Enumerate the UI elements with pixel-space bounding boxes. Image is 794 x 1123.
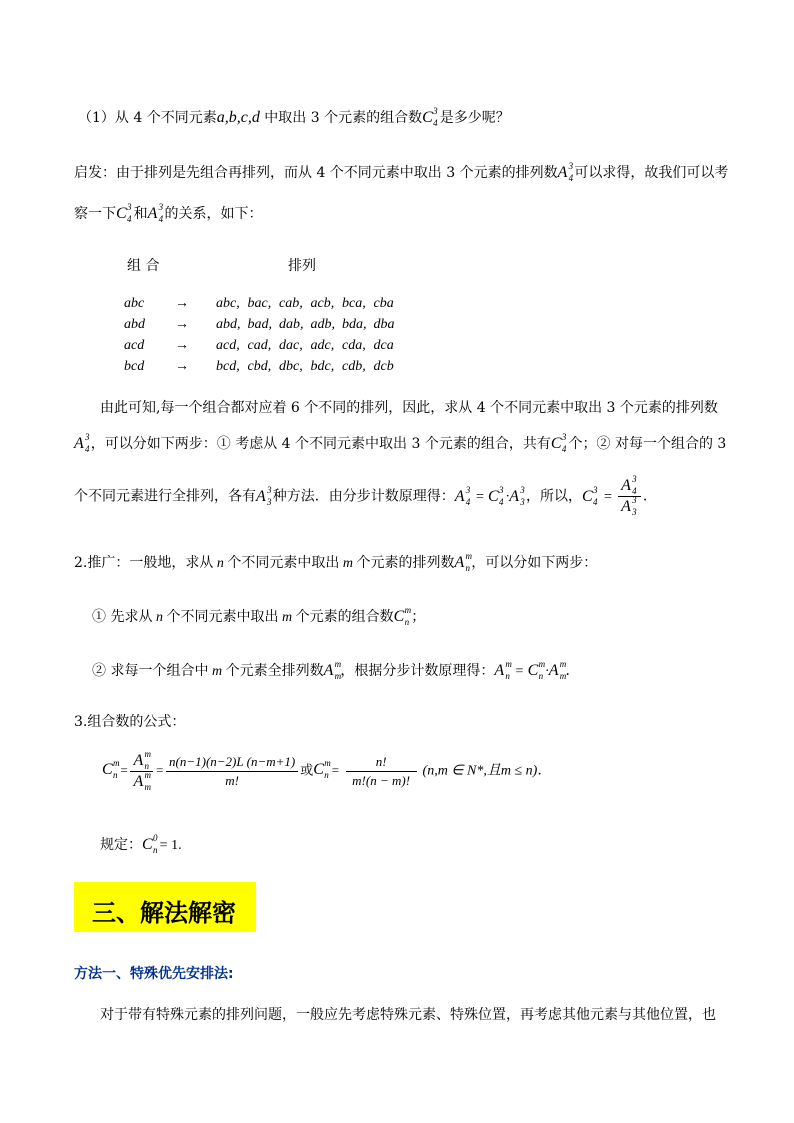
hint-line-1: 启发：由于排列是先组合再排列，而从 4 个不同元素中取出 3 个元素的排列数A 3 4 可以求得，故我们可以考 [74, 161, 729, 183]
question-1: （1）从 4 个不同元素a,b,c,d 中取出 3 个元素的组合数C 3 4 是多少呢？ [78, 106, 510, 128]
formula-title: 3.组合数的公式： [74, 714, 186, 730]
amm-symbol: A m m [323, 659, 342, 681]
table-row: bcd → bcd, cbd, dbc, bdc, cdb, dcb [124, 356, 402, 377]
equals-sign: = [155, 762, 165, 778]
c43-symbol: C 3 4 [581, 484, 598, 507]
a33-symbol: A 3 3 [509, 484, 525, 507]
cmn-symbol: C m n [527, 659, 546, 681]
amn-symbol: A m n [454, 551, 472, 573]
equals-sign: = [471, 489, 489, 505]
c43-symbol: C 3 4 [116, 202, 132, 224]
section-heading: 三、解法解密 [92, 899, 236, 927]
arrow-icon: → [175, 295, 189, 311]
amm-symbol: A m m [133, 770, 151, 792]
para-line-1: 由此可知,每一个组合都对应着 6 个不同的排列，因此，求从 4 个不同元素中取出 3 个元素的排列数 [100, 400, 718, 416]
permutation-table [124, 293, 402, 377]
c43-symbol: C 3 4 [488, 484, 504, 507]
var-m: m [278, 610, 296, 625]
formula-rule: 规定：C 0 n = 1. [100, 833, 182, 855]
fraction-amn-over-amm [130, 749, 153, 792]
var-n: n [213, 556, 228, 571]
fraction-n-factorial: $\frac{n!}{m!(n - m)!}$ [346, 754, 417, 789]
cmn-symbol: C m n [393, 605, 412, 627]
table-row: abc → abc, bac, cab, acb, bca, cba [124, 293, 402, 314]
general-step-1: ① 先求从 n 个不同元素中取出 m 个元素的组合数C m n ； [92, 605, 426, 627]
a33-symbol: A 3 3 [621, 495, 637, 517]
arrow-icon: → [175, 316, 189, 332]
cmn-symbol: C m n [313, 758, 331, 781]
table-row: acd → acd, cad, dac, adc, cda, dca [124, 335, 402, 356]
col-combo-header: 组 合 [127, 258, 160, 274]
method-1-title: 方法一、特殊优先安排法: [74, 966, 234, 982]
a43-symbol: A 3 4 [147, 202, 164, 224]
dot-operator: · [505, 489, 510, 505]
cmn-symbol: C m n [102, 758, 120, 781]
combination-formula: C m n = A m n A m m = $\frac{n(n-1)(n-2)L (n-m+1)}{m!}$ 或C m n = $\frac{n!}{m!(n - m)!}$ (n,m ∈ N*,且m ≤ n)． [102, 749, 552, 792]
var-n: n [152, 610, 167, 625]
para-line-3: 个不同元素进行全排列，各有A 3 3 种方法．由分步计数原理得：A 3 4 = C 3 4 ·A 3 3 ，所以，C 3 4 = A 3 4 A 3 3 ． [74, 474, 657, 517]
arrow-icon: → [175, 358, 189, 374]
a43-symbol: A 3 4 [74, 432, 90, 454]
fraction-product-over-m-factorial: $\frac{n(n-1)(n-2)L (n-m+1)}{m!}$ [166, 754, 298, 789]
c0n-symbol: C 0 n [142, 833, 158, 855]
var-m: m [208, 664, 226, 679]
col-perm-header: 排列 [288, 258, 316, 274]
a43-symbol: A 3 4 [454, 484, 471, 507]
table-row: abd → abd, bad, dab, adb, bda, dba [124, 314, 402, 335]
method-1-body: 对于带有特殊元素的排列问题，一般应先考虑特殊元素、特殊位置，再考虑其他元素与其他位置，也 [100, 1007, 716, 1023]
amm-symbol: A m m [548, 659, 567, 681]
amn-symbol: A m n [494, 659, 512, 681]
arrow-icon: → [175, 337, 189, 353]
general-title: 2.推广：一般地，求从 n 个不同元素中取出 m 个元素的排列数A m n ，可以分如下两步： [74, 551, 598, 573]
a43-symbol: A 3 4 [621, 474, 637, 496]
hint-line-2: 察一下C 3 4 和A 3 4 的关系，如下： [74, 202, 263, 224]
a43-symbol: A 3 4 [557, 161, 574, 183]
var-m: m [339, 556, 357, 571]
general-step-2: ② 求每一个组合中 m 个元素全排列数A m m ，根据分步计数原理得：A m n = C m n ·A m m ． [92, 659, 580, 681]
amn-symbol: A m n [133, 749, 151, 771]
equals-sign: = [511, 664, 528, 679]
c43-symbol: C 3 4 [422, 106, 438, 128]
equals-sign: = [330, 762, 340, 778]
equals-sign: = [599, 489, 617, 505]
a33-symbol: A 3 3 [256, 484, 272, 507]
dot-operator: · [545, 664, 549, 679]
c43-symbol: C 3 4 [550, 432, 567, 454]
equals-sign: = [119, 762, 129, 778]
fraction-a43-over-a33 [618, 474, 641, 517]
para-line-2: A 3 4 ，可以分如下两步：① 考虑从 4 个不同元素中取出 3 个元素的组合，共有C 3 4 个；② 对每一个组合的 3 [74, 432, 727, 454]
